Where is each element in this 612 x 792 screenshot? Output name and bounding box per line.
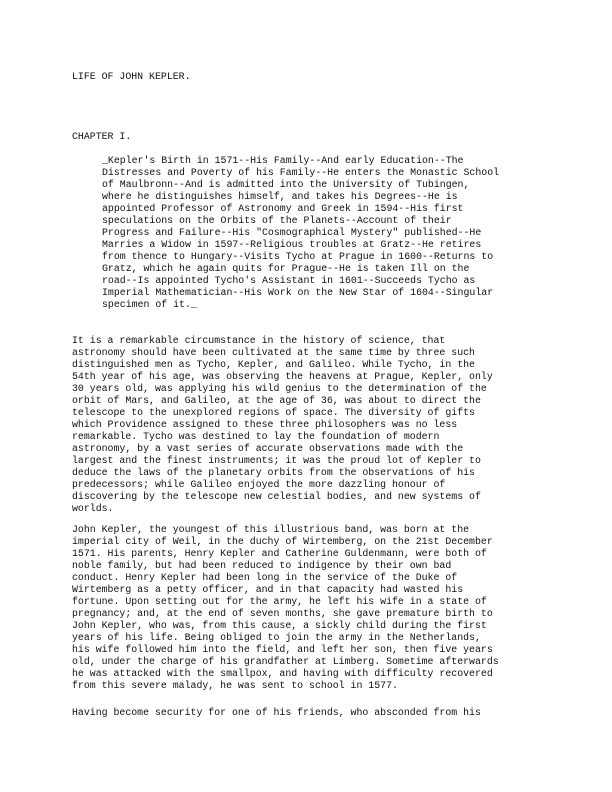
paragraph-line: John Kepler, who was, from this cause, a sickly child during the first [72,620,487,631]
paragraph-line: It is a remarkable circumstance in the history of science, that [72,335,446,346]
paragraph-line: fortune. Upon setting out for the army, he left his wife in a state of [72,596,487,607]
paragraph-line: 1571. His parents, Henry Kepler and Catherine Guldenmann, were both of [72,548,487,559]
paragraph-line: Wirtemberg as a petty officer, and in that capacity had wasted his [72,584,464,595]
synopsis-line: from thence to Hungary--Visits Tycho at Prague in 1600--Returns to [102,251,494,262]
paragraph-line: noble family, but had been reduced to indigence by their own bad [72,560,452,571]
paragraph-line: from this severe malady, he was sent to school in 1577. [72,680,398,691]
synopsis-line: where he distinguishes himself, and takes his Degrees--He is [102,191,458,202]
paragraph-line: predecessors; while Galileo enjoyed the more dazzling honour of [72,479,446,490]
synopsis-line: appointed Professor of Astronomy and Greek in 1594--His first [102,203,464,214]
synopsis-line: _Kepler's Birth in 1571--His Family--And early Education--The [102,155,464,166]
paragraph-line: worlds. [72,503,114,514]
paragraph-line: his wife followed him into the field, and left her son, then five years [72,644,493,655]
paragraph-line: old, under the charge of his grandfather at Limberg. Sometime afterwards [72,656,499,667]
paragraph-line: orbit of Mars, and Galileo, at the age of 36, was about to direct the [72,395,481,406]
synopsis-line: road--Is appointed Tycho's Assistant in 1601--Succeeds Tycho as [102,275,476,286]
paragraph-line: which Providence assigned to these three philosophers was no less [72,419,458,430]
synopsis-line: Distresses and Poverty of his Family--He enters the Monastic School [102,167,500,178]
synopsis-line: Imperial Mathematician--His Work on the New Star of 1604--Singular [102,287,494,298]
paragraph-line: remarkable. Tycho was destined to lay the foundation of modern [72,431,440,442]
chapter-heading: CHAPTER I. [72,131,132,142]
paragraph-line: he was attacked with the smallpox, and having with difficulty recovered [72,668,493,679]
paragraph-line: years of his life. Being obliged to join the army in the Netherlands, [72,632,481,643]
paragraph-line: imperial city of Weil, in the duchy of Wirtemberg, on the 21st December [72,536,493,547]
paragraph-line: 30 years old, was applying his wild genius to the determination of the [72,383,487,394]
paragraph-line: astronomy should have been cultivated at the same time by three such [72,347,475,358]
paragraph-line: largest and the finest instruments; it was the proud lot of Kepler to [72,455,481,466]
synopsis-line: Marries a Widow in 1597--Religious troubles at Gratz--He retires [102,239,482,250]
synopsis-line: Progress and Failure--His "Cosmographical Mystery" published--He [102,227,482,238]
synopsis-line: speculations on the Orbits of the Planets--Account of their [102,215,452,226]
paragraph-line: pregnancy; and, at the end of seven months, she gave premature birth to [72,608,493,619]
paragraph-line: 54th year of his age, was observing the heavens at Prague, Kepler, only [72,371,493,382]
paragraph-line: John Kepler, the youngest of this illustrious band, was born at the [72,524,470,535]
paragraph-line: Having become security for one of his friends, who absconded from his [72,707,481,718]
paragraph-line: telescope to the unexplored regions of space. The diversity of gifts [72,407,475,418]
synopsis-line: of Maulbronn--And is admitted into the University of Tubingen, [102,179,470,190]
paragraph-line: distinguished men as Tycho, Kepler, and Galileo. While Tycho, in the [72,359,475,370]
paragraph-line: astronomy, by a vast series of accurate observations made with the [72,443,464,454]
book-title: LIFE OF JOHN KEPLER. [72,71,191,82]
synopsis-line: specimen of it._ [102,299,197,310]
synopsis-line: Gratz, which he again quits for Prague--He is taken Ill on the [102,263,470,274]
paragraph-line: discovering by the telescope new celestial bodies, and new systems of [72,491,481,502]
paragraph-line: conduct. Henry Kepler had been long in the service of the Duke of [72,572,458,583]
paragraph-line: deduce the laws of the planetary orbits from the observations of his [72,467,475,478]
